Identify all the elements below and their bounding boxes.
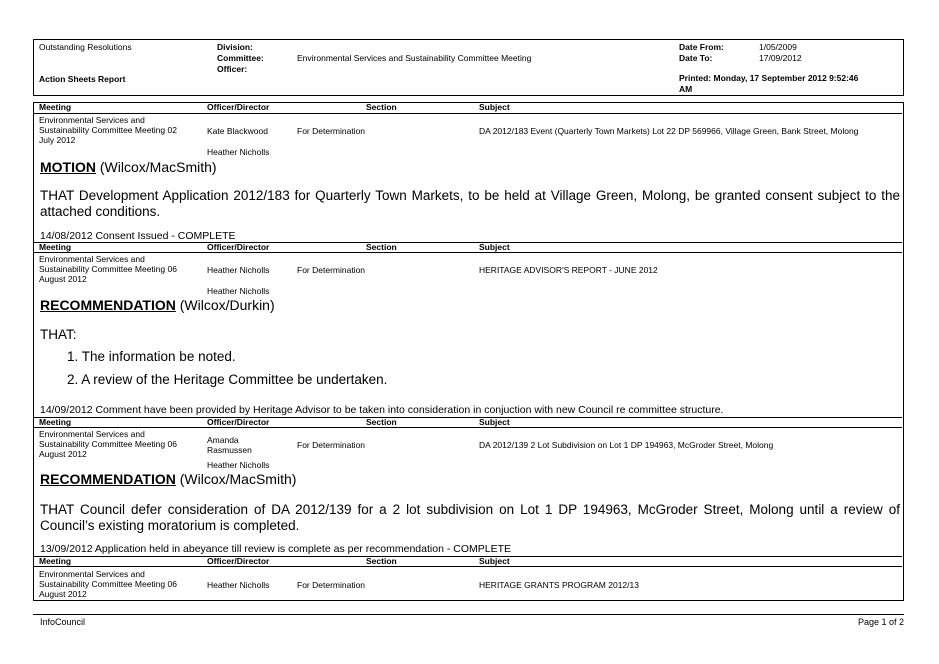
resolutions-table xyxy=(33,102,904,601)
subject-value: HERITAGE ADVISOR'S REPORT - JUNE 2012 xyxy=(479,265,658,275)
col-subject: Subject xyxy=(479,242,510,252)
meeting-line: Sustainability Committee Meeting 06 xyxy=(39,439,177,449)
report-subtitle: Action Sheets Report xyxy=(39,74,126,84)
director-name: Heather Nicholls xyxy=(207,286,270,296)
col-section: Section xyxy=(366,556,397,566)
col-officer: Officer/Director xyxy=(207,417,270,427)
report-title: Outstanding Resolutions xyxy=(39,42,132,52)
col-meeting: Meeting xyxy=(39,556,72,566)
status-note: 13/09/2012 Application held in abeyance till review is complete as per recommendation - COMPLETE xyxy=(40,543,511,555)
printed-value-cont: AM xyxy=(679,84,693,94)
printed-stamp xyxy=(679,73,858,83)
resolution-movers: (Wilcox/Durkin) xyxy=(175,297,275,313)
col-meeting: Meeting xyxy=(39,102,72,112)
meeting-line: Sustainability Committee Meeting 06 xyxy=(39,264,177,274)
col-meeting: Meeting xyxy=(39,242,72,252)
division-label: Division: xyxy=(217,42,253,52)
column-header-row xyxy=(34,417,902,428)
col-officer: Officer/Director xyxy=(207,556,270,566)
director-name: Heather Nicholls xyxy=(207,147,270,157)
meeting-cell xyxy=(39,429,177,459)
col-section: Section xyxy=(366,242,397,252)
footer-brand: InfoCouncil xyxy=(40,617,86,627)
meeting-line: August 2012 xyxy=(39,274,87,284)
resolution-heading xyxy=(40,297,275,313)
resolution-text: THAT Council defer consideration of DA 2012/139 for a 2 lot subdivision on Lot 1 DP 194963, McGroder Street, Molong until a review of Council’s existing moratorium is completed. xyxy=(40,502,900,533)
meeting-cell xyxy=(39,254,177,284)
col-meeting: Meeting xyxy=(39,417,72,427)
date-from-label: Date From: xyxy=(679,42,724,52)
meeting-line: July 2012 xyxy=(39,135,76,145)
section-value: For Determination xyxy=(297,126,366,136)
col-officer: Officer/Director xyxy=(207,102,270,112)
resolution-type: RECOMMENDATION xyxy=(40,471,176,487)
report-header xyxy=(33,39,904,96)
column-header-row xyxy=(34,242,902,253)
date-to-value: 17/09/2012 xyxy=(759,53,802,63)
resolution-movers: (Wilcox/MacSmith) xyxy=(96,159,217,175)
officer-name: Heather Nicholls xyxy=(207,265,270,275)
section-value: For Determination xyxy=(297,580,366,590)
meeting-cell xyxy=(39,569,177,599)
col-subject: Subject xyxy=(479,102,510,112)
column-header-row xyxy=(34,103,902,114)
officer-name xyxy=(207,435,252,455)
resolution-text: THAT: xyxy=(40,327,77,342)
resolution-text: THAT Development Application 2012/183 for Quarterly Town Markets, to be held at Village Green, Molong, be granted consent subject to the attached conditions. xyxy=(40,188,900,219)
meeting-line: Environmental Services and xyxy=(39,429,145,439)
col-section: Section xyxy=(366,102,397,112)
col-subject: Subject xyxy=(479,417,510,427)
page-number: Page 1 of 2 xyxy=(857,617,904,627)
section-value: For Determination xyxy=(297,440,366,450)
status-note: 14/09/2012 Comment have been provided by Heritage Advisor to be taken into consideration in conjuction with new Council re committee structure. xyxy=(40,404,724,416)
subject-value: DA 2012/139 2 Lot Subdivision on Lot 1 DP 194963, McGroder Street, Molong xyxy=(479,440,774,450)
director-name: Heather Nicholls xyxy=(207,460,270,470)
committee-label: Committee: xyxy=(217,53,264,63)
subject-value: HERITAGE GRANTS PROGRAM 2012/13 xyxy=(479,580,639,590)
resolution-type: MOTION xyxy=(40,159,96,175)
status-note: 14/08/2012 Consent Issued - COMPLETE xyxy=(40,230,236,242)
resolution-type: RECOMMENDATION xyxy=(40,297,176,313)
resolution-heading xyxy=(40,471,296,487)
meeting-cell xyxy=(39,115,177,145)
list-item: 2. A review of the Heritage Committee be undertaken. xyxy=(67,372,388,387)
officer-label: Officer: xyxy=(217,64,248,74)
meeting-line: August 2012 xyxy=(39,449,87,459)
col-section: Section xyxy=(366,417,397,427)
subject-value: DA 2012/183 Event (Quarterly Town Markets) Lot 22 DP 569966, Village Green, Bank Street, Molong xyxy=(479,126,859,136)
resolution-heading xyxy=(40,159,217,175)
section-value: For Determination xyxy=(297,265,366,275)
officer-name: Kate Blackwood xyxy=(207,126,268,136)
meeting-line: Sustainability Committee Meeting 06 xyxy=(39,579,177,589)
date-to-label: Date To: xyxy=(679,53,713,63)
officer-name: Heather Nicholls xyxy=(207,580,270,590)
meeting-line: Sustainability Committee Meeting 02 xyxy=(39,125,177,135)
resolution-movers: (Wilcox/MacSmith) xyxy=(175,471,297,487)
officer-name-line: Amanda xyxy=(207,435,239,445)
footer-divider xyxy=(33,614,904,615)
col-officer: Officer/Director xyxy=(207,242,270,252)
printed-value: Monday, 17 September 2012 9:52:46 xyxy=(713,73,859,83)
officer-name-line: Rasmussen xyxy=(207,445,252,455)
meeting-line: Environmental Services and xyxy=(39,569,145,579)
col-subject: Subject xyxy=(479,556,510,566)
printed-label: Printed: xyxy=(679,73,712,83)
date-from-value: 1/05/2009 xyxy=(759,42,797,52)
column-header-row xyxy=(34,556,902,567)
committee-value: Environmental Services and Sustainability Committee Meeting xyxy=(297,53,532,63)
meeting-line: August 2012 xyxy=(39,589,87,599)
list-item: 1. The information be noted. xyxy=(67,349,236,364)
meeting-line: Environmental Services and xyxy=(39,115,145,125)
meeting-line: Environmental Services and xyxy=(39,254,145,264)
